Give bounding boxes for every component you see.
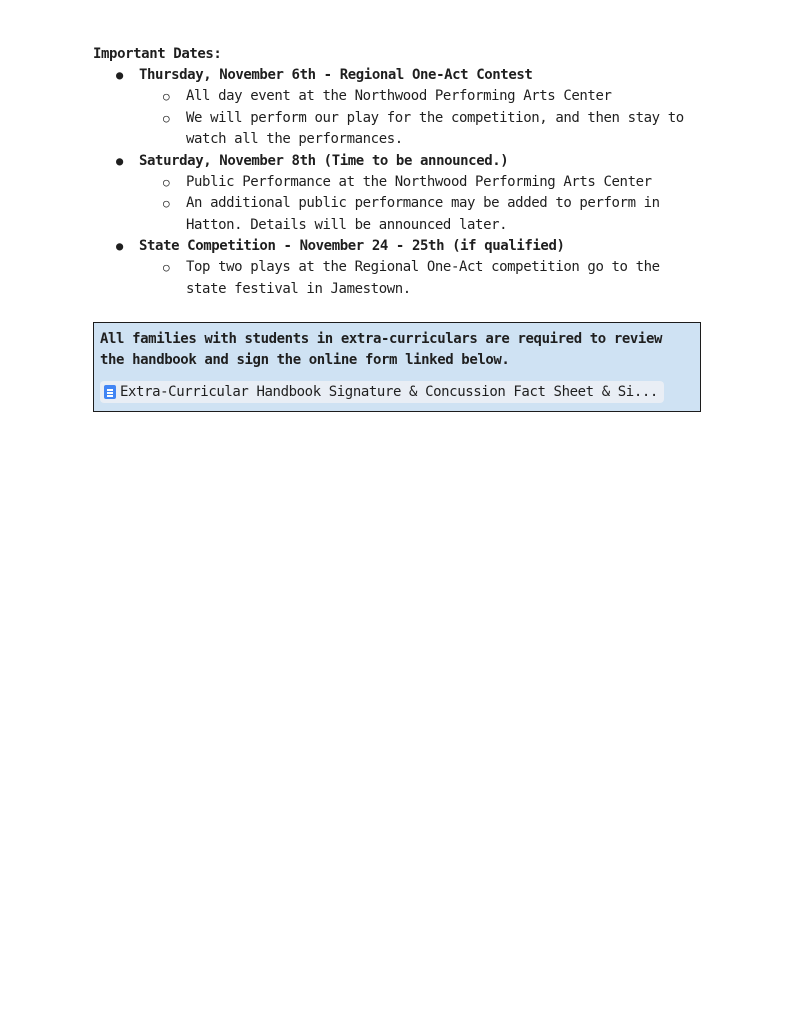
- hollow-bullet-icon: ○: [163, 175, 170, 189]
- date-subitem-text: Public Performance at the Northwood Performing Arts Center: [186, 173, 652, 190]
- date-subitems: [139, 257, 703, 300]
- google-docs-icon: [104, 385, 116, 399]
- date-subitem-text: All day event at the Northwood Performing Arts Center: [186, 88, 612, 104]
- date-subitems: [139, 172, 703, 237]
- callout-text: All families with students in extra-curriculars are required to review the handbook and sign the online form linked below.: [100, 331, 663, 368]
- date-item-title: Thursday, November 6th - Regional One-Act Contest: [139, 67, 533, 83]
- date-subitem: [139, 86, 703, 108]
- hollow-bullet-icon: ○: [163, 90, 170, 103]
- bullet-icon: ●: [116, 239, 123, 253]
- date-subitem: [139, 172, 703, 194]
- bullet-icon: ●: [116, 153, 123, 168]
- handbook-callout-box: [93, 322, 701, 412]
- bullet-icon: ●: [116, 68, 123, 82]
- date-subitem-text: We will perform our play for the competition, and then stay to watch all the performances.: [186, 109, 684, 147]
- handbook-form-link[interactable]: Extra-Curricular Handbook Signature & Concussion Fact Sheet & Si...: [120, 384, 658, 400]
- hollow-bullet-icon: ○: [163, 111, 170, 125]
- hollow-bullet-icon: ○: [163, 261, 170, 274]
- date-item-public-performance: [93, 151, 703, 237]
- date-item-state-competition: [93, 236, 703, 300]
- date-subitem: [139, 108, 703, 151]
- date-item-regional-contest: [93, 65, 703, 151]
- dates-list: [93, 65, 703, 300]
- date-subitem: [139, 257, 703, 300]
- handbook-form-link-chip[interactable]: [100, 381, 664, 403]
- important-dates-heading: Important Dates:: [93, 46, 222, 62]
- hollow-bullet-icon: ○: [163, 197, 170, 210]
- date-subitems: [139, 86, 703, 151]
- important-dates-section: [93, 44, 703, 300]
- date-item-title: State Competition - November 24 - 25th (if qualified): [139, 238, 565, 254]
- date-subitem-text: Top two plays at the Regional One-Act competition go to the state festival in Jamestown.: [186, 259, 660, 297]
- date-subitem-text: An additional public performance may be added to perform in Hatton. Details will be announced later.: [186, 195, 660, 233]
- date-item-title: Saturday, November 8th (Time to be announced.): [139, 152, 509, 169]
- date-subitem: [139, 193, 703, 236]
